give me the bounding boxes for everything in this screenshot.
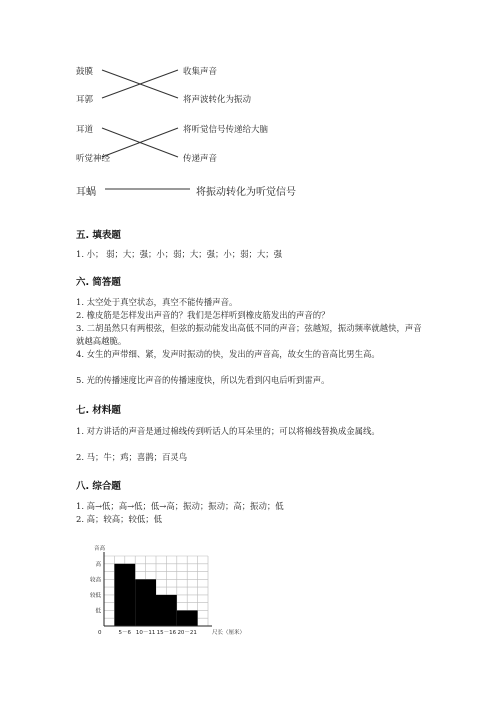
match-right-vibration: 将声波转化为振动: [183, 95, 252, 105]
short-line-3: 3. 二胡虽然只有两根弦，但弦的振动能发出高低不同的声音；弦越短，振动频率就越快，声音就越高越脆。: [76, 323, 422, 346]
section-material-title: 七. 材料题: [76, 405, 121, 416]
y-tick-label: 低: [95, 608, 101, 615]
match-left-cochlea: 耳蜗: [76, 187, 96, 198]
match-left-canal: 耳道: [76, 125, 94, 135]
x-tick-label: 20－21: [177, 630, 197, 636]
short-line-4: 4. 女生的声带细、紧，发声时振动的快，发出的声音高，故女生的音高比男生高。: [76, 349, 380, 359]
y-tick-label: 较高: [89, 577, 101, 584]
bar-2: [135, 579, 156, 626]
match-right-signal: 将振动转化为听觉信号: [196, 187, 296, 198]
section-comprehensive-title: 八. 综合题: [76, 481, 121, 492]
y-tick-label: 较低: [89, 592, 101, 599]
fill-line-1: 1. 小； 弱；大；强；小；弱；大；强；小；弱；大；强: [76, 249, 282, 259]
match-right-collect: 收集声音: [183, 67, 218, 77]
match-left-auricle: 耳郭: [76, 95, 94, 105]
x-tick-label: 10－11: [135, 630, 156, 636]
comprehensive-line-1: 1. 高→低；高→低；低→高；振动；振动；高；振动；低: [76, 501, 284, 511]
match-left-eardrum: 鼓膜: [76, 67, 94, 77]
x-tick-label: 5－6: [118, 630, 132, 636]
pitch-bar-chart: [0, 540, 500, 650]
x-tick-label: 15－16: [156, 630, 177, 636]
match-left-nerve: 听觉神经: [76, 154, 111, 164]
comprehensive-line-2: 2. 高；较高；较低；低: [76, 514, 163, 524]
y-tick-label: 高: [95, 561, 101, 568]
bar-3: [156, 595, 177, 626]
section-short-title: 六. 简答题: [76, 277, 121, 288]
section-fill-title: 五. 填表题: [76, 230, 121, 241]
x-axis-label: 尺长（厘米）: [212, 630, 246, 636]
bar-4: [177, 610, 198, 626]
material-line-2: 2. 马；牛；鸡；喜鹊；百灵鸟: [76, 452, 188, 462]
match-right-brain: 将听觉信号传递给大脑: [183, 125, 269, 135]
short-line-5: 5. 光的传播速度比声音的传播速度快，所以先看到闪电后听到雷声。: [76, 375, 330, 385]
bar-1: [114, 564, 135, 626]
x-origin-label: 0: [98, 630, 102, 636]
short-line-2: 2. 橡皮筋是怎样发出声音的？我们是怎样听到橡皮筋发出的声音的？: [76, 310, 330, 320]
match-right-transmit: 传递声音: [183, 154, 218, 164]
y-axis-label: 音高: [94, 546, 106, 552]
material-line-1: 1. 对方讲话的声音是通过棉线传到听话人的耳朵里的；可以将棉线替换成金属线。: [76, 426, 380, 436]
short-line-1: 1. 太空处于真空状态，真空不能传播声音。: [76, 297, 238, 307]
